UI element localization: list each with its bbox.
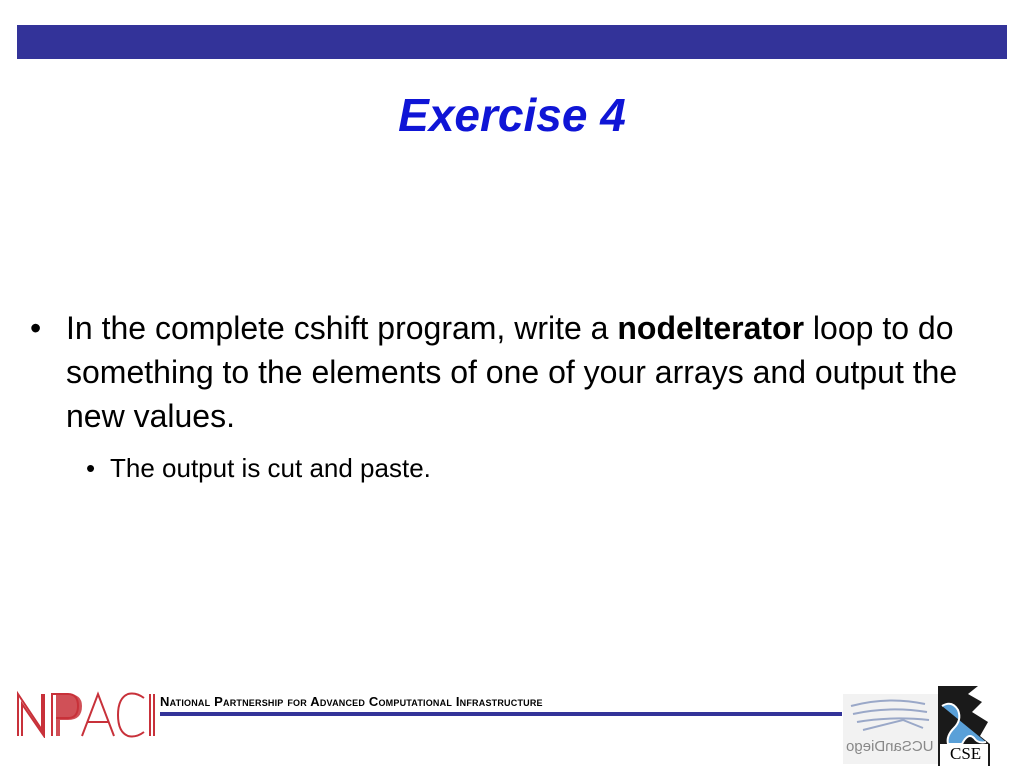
sub-bullet-text: The output is cut and paste.	[110, 453, 431, 483]
bullet-dot-icon: •	[30, 310, 42, 346]
bullet-text-suffix: loop to do something to the elements of one of your arrays and output the new values.	[66, 310, 958, 434]
header-bar	[17, 25, 1007, 59]
footer-org-name: National Partnership for Advanced Computational Infrastructure	[160, 694, 543, 709]
slide-title: Exercise 4	[398, 89, 626, 141]
cse-label: CSE	[950, 744, 982, 763]
bullet-dot-icon: •	[86, 453, 96, 483]
bullet-text-bold: nodeIterator	[617, 310, 805, 346]
bullet-text	[66, 306, 1006, 438]
ucsd-label: UCSanDiego	[846, 738, 934, 755]
bullet-text-prefix: In the complete cshift program, write a	[66, 310, 618, 346]
footer-divider	[160, 712, 842, 716]
